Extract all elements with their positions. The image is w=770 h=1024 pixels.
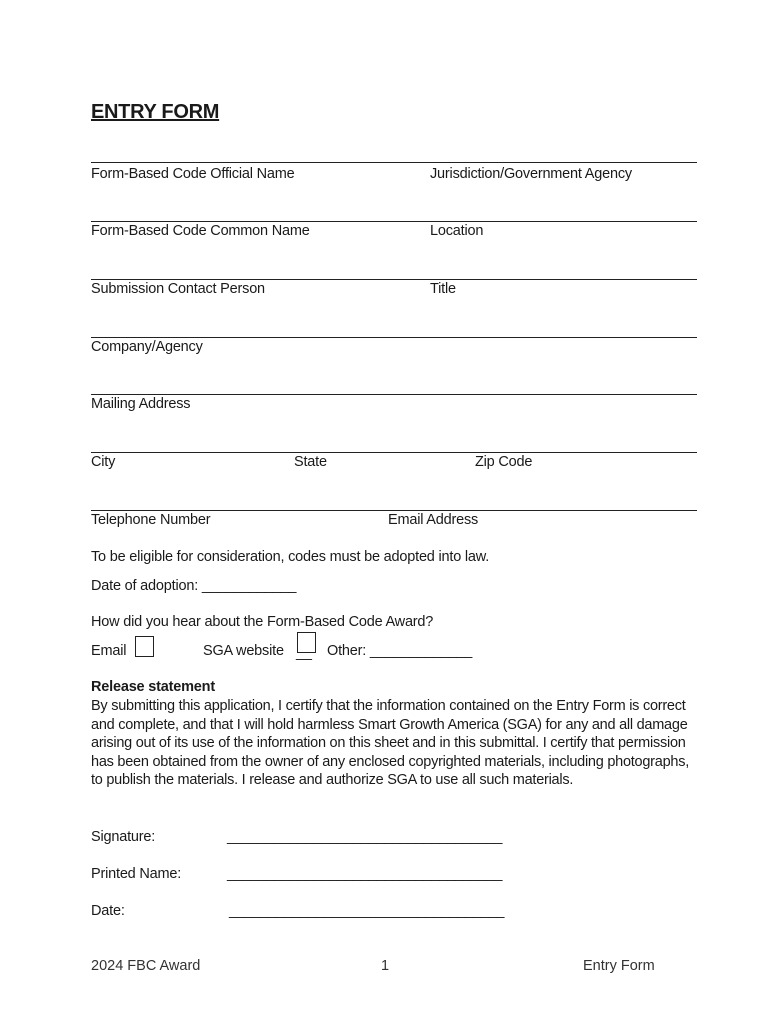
mailing-address-line[interactable] xyxy=(91,394,697,395)
date-label: Date: xyxy=(91,903,125,919)
company-label: Company/Agency xyxy=(91,339,203,355)
contact-person-line[interactable] xyxy=(91,279,697,280)
email-checkbox[interactable] xyxy=(135,636,154,657)
company-line[interactable] xyxy=(91,337,697,338)
signature-line[interactable]: ___________________________________ xyxy=(227,829,503,845)
adoption-date-field[interactable]: Date of adoption: ____________ xyxy=(91,578,297,594)
date-line[interactable]: ___________________________________ xyxy=(229,903,505,919)
release-heading: Release statement xyxy=(91,679,215,695)
footer-page-number: 1 xyxy=(381,958,390,974)
official-name-label: Form-Based Code Official Name xyxy=(91,166,295,182)
release-text: By submitting this application, I certify that the information contained on the Entry Form is correct and complete, and that I will hold harmless Smart Growth America (SGA) for any and all damage arising out of its use of the information on this sheet and in this submittal. I certify that permission has been obtained from the owner of any enclosed copyrighted materials, including photographs, to publish the materials. I release and authorize SGA to use all such materials. xyxy=(91,698,689,789)
city-label: City xyxy=(91,454,116,470)
source-question: How did you hear about the Form-Based Code Award? xyxy=(91,614,434,630)
zip-label: Zip Code xyxy=(475,454,533,470)
telephone-label: Telephone Number xyxy=(91,512,211,528)
printed-name-line[interactable]: ___________________________________ xyxy=(227,866,503,882)
contact-person-label: Submission Contact Person xyxy=(91,281,265,297)
email-label: Email Address xyxy=(388,512,479,528)
sga-option-label: SGA website xyxy=(203,643,284,659)
state-label: State xyxy=(294,454,327,470)
common-name-line[interactable] xyxy=(91,221,697,222)
email-option-label: Email xyxy=(91,643,127,659)
page-title: ENTRY FORM xyxy=(91,101,220,123)
common-name-label: Form-Based Code Common Name xyxy=(91,223,310,239)
city-state-zip-line[interactable] xyxy=(91,452,697,453)
official-name-line[interactable] xyxy=(91,162,697,163)
location-label: Location xyxy=(430,223,484,239)
footer-left: 2024 FBC Award xyxy=(91,958,201,974)
contact-title-label: Title xyxy=(430,281,456,297)
signature-label: Signature: xyxy=(91,829,156,845)
sga-blank-line: __ xyxy=(296,645,312,661)
other-option-field[interactable]: Other: _____________ xyxy=(327,643,473,659)
telephone-email-line[interactable] xyxy=(91,510,697,511)
eligibility-note: To be eligible for consideration, codes must be adopted into law. xyxy=(91,549,490,565)
jurisdiction-label: Jurisdiction/Government Agency xyxy=(430,166,632,182)
footer-right: Entry Form xyxy=(583,958,655,974)
printed-name-label: Printed Name: xyxy=(91,866,182,882)
mailing-address-label: Mailing Address xyxy=(91,396,191,412)
